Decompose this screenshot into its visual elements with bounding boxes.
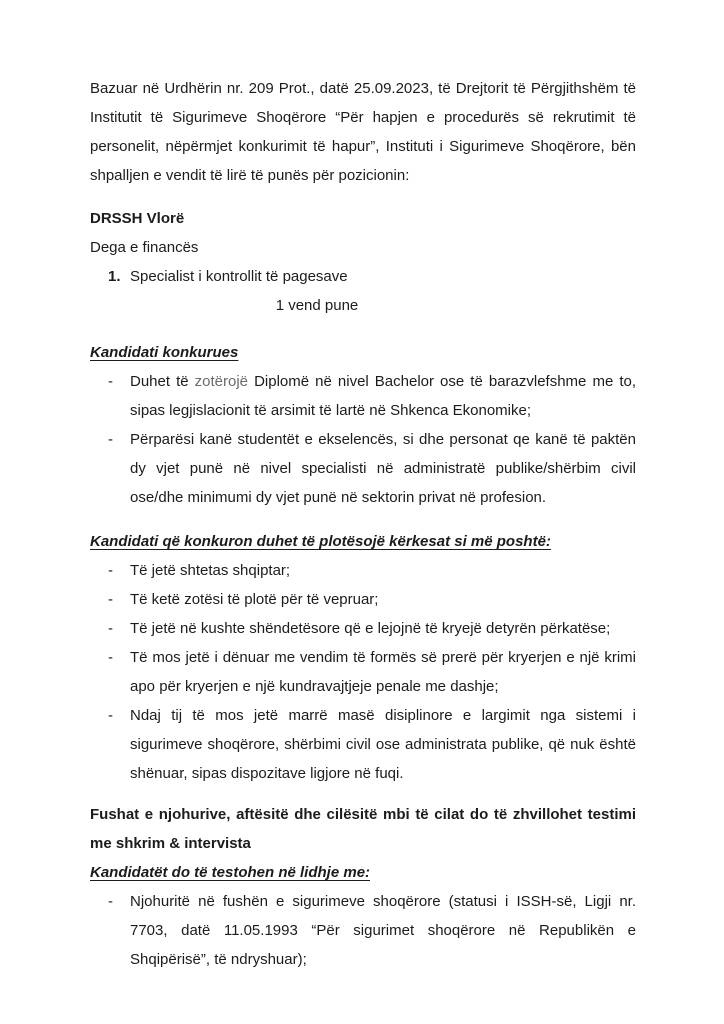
position-number: 1.: [108, 268, 121, 285]
position-item: [90, 262, 636, 291]
list-item-text: Ndaj tij të mos jetë marrë masë disiplinore e largimit nga sistemi i sigurimeve shoqërore, shërbimi civil ose administrata publike, që nuk është shënuar, sipas dispozitave ligjore në fuqi.: [130, 707, 636, 782]
bullet-marker: -: [108, 373, 113, 390]
list-item: [90, 556, 636, 585]
department-title: Dega e financës: [90, 239, 199, 256]
intro-paragraph: Bazuar në Urdhërin nr. 209 Prot., datë 25.09.2023, të Drejtorit të Përgjithshëm të Institutit të Sigurimeve Shoqërore “Për hapjen e procedurës së rekrutimit të personelit, nëpërmjet konkurimit të hapur”, Instituti i Sigurimeve Shoqërore, bën shpalljen e vendit të lirë të punës për pozicionin:: [90, 80, 636, 184]
list-item-text: Të jetë shtetas shqiptar;: [130, 562, 291, 579]
list-item: [90, 887, 636, 974]
list-item-text: Përparësi kanë studentët e ekselencës, si dhe personat qe kanë të paktën dy vjet punë në nivel specialisti në administratë publike/shërbim civil ose/dhe minimumi dy vjet punë në sektorin privat në profesion.: [130, 431, 636, 506]
list-item: [90, 425, 636, 512]
list-item: [90, 701, 636, 788]
list-item-text-highlight: zotërojë: [194, 373, 249, 390]
list-item-text-post: Diplomë në nivel Bachelor ose të barazvlefshme me to, sipas legjislacionit të arsimit të lartë në Shkenca Ekonomike;: [130, 373, 637, 419]
bullet-marker: -: [108, 562, 113, 579]
list-item: [90, 614, 636, 643]
list-item-text: Njohuritë në fushën e sigurimeve shoqërore (statusi i ISSH-së, Ligji nr. 7703, datë 11.05.1993 “Për sigurimet shoqërore në Republikën e Shqipërisë”, të ndryshuar);: [130, 893, 636, 968]
bullet-marker: -: [108, 431, 113, 448]
list-item-text: Të ketë zotësi të plotë për të vepruar;: [130, 591, 379, 608]
position-title: Specialist i kontrollit të pagesave: [130, 268, 348, 285]
section-subheading-testing: Kandidatët do të testohen në lidhje me:: [90, 864, 371, 881]
list-item-text: [130, 367, 636, 425]
list-item: [90, 585, 636, 614]
list-item-text: Të mos jetë i dënuar me vendim të formës së prerë për kryerjen e një krimi apo për kryerjen e një kundravajtjeje penale me dashje;: [130, 649, 636, 695]
vacancy-count: 1 vend pune: [275, 297, 359, 314]
section-heading-criteria: Kandidati që konkuron duhet të plotësojë kërkesat si më poshtë:: [90, 533, 551, 550]
office-title: DRSSH Vlorë: [90, 210, 185, 227]
list-item: [90, 643, 636, 701]
bullet-marker: -: [108, 893, 113, 910]
bullet-marker: -: [108, 591, 113, 608]
list-item-text: Të jetë në kushte shëndetësore që e lejojnë të kryejë detyrën përkatëse;: [130, 620, 611, 637]
list-item-text-pre: Duhet të: [130, 373, 195, 390]
section-heading-candidate: Kandidati konkurues: [90, 344, 239, 361]
list-item: [90, 367, 636, 425]
bullet-marker: -: [108, 620, 113, 637]
bullet-marker: -: [108, 707, 113, 724]
section-heading-testing: Fushat e njohurive, aftësitë dhe cilësitë mbi të cilat do të zhvillohet testimi me shkrim & intervista: [90, 806, 636, 852]
bullet-marker: -: [108, 649, 113, 666]
